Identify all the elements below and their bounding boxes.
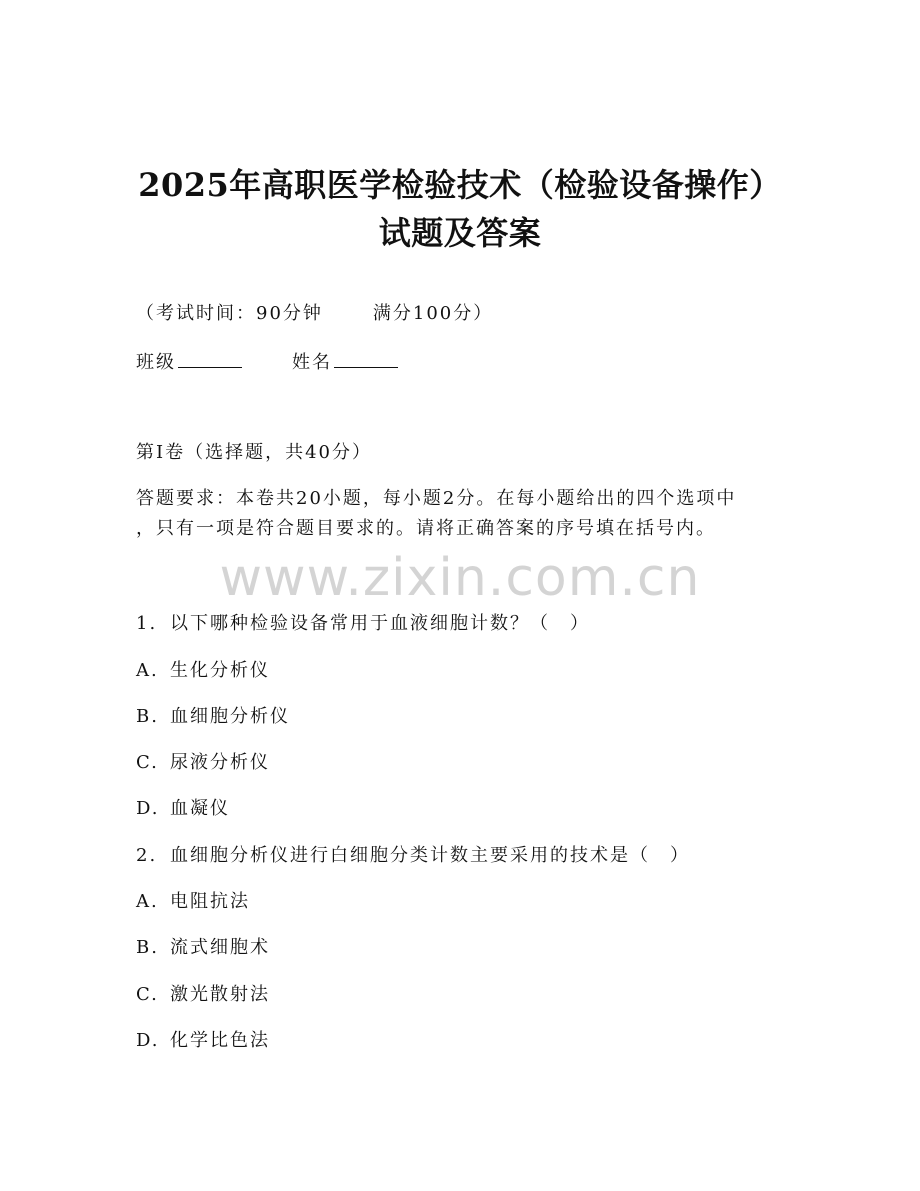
class-label: 班级 (136, 352, 176, 373)
option-letter: C. (136, 984, 159, 1005)
option-letter: B. (136, 937, 159, 958)
question-1-option-c (136, 751, 270, 775)
instructions-line-2: ，只有一项是符合题目要求的。请将正确答案的序号填在括号内。 (136, 518, 716, 539)
option-letter: D. (136, 1030, 160, 1051)
question-1-option-a (136, 659, 270, 683)
option-letter: B. (136, 706, 159, 727)
name-blank (334, 349, 398, 368)
question-1-option-d (136, 797, 230, 821)
option-text: 流式细胞术 (170, 937, 270, 958)
student-info (136, 349, 398, 375)
name-label: 姓名 (292, 352, 332, 373)
option-letter: D. (136, 798, 160, 819)
exam-time: （考试时间：90分钟 (136, 303, 323, 324)
question-text: 以下哪种检验设备常用于血液细胞计数？（ ） (170, 613, 590, 634)
question-1-option-b (136, 705, 290, 729)
option-text: 激光散射法 (170, 984, 270, 1005)
watermark: www.zixin.com.cn (219, 548, 701, 608)
option-text: 化学比色法 (170, 1030, 270, 1051)
option-letter: A. (136, 660, 159, 681)
option-text: 电阻抗法 (170, 891, 250, 912)
question-2-option-d (136, 1029, 270, 1053)
question-2-option-c (136, 983, 270, 1007)
document-title-line-1: 2025年高职医学检验技术（检验设备操作） (138, 166, 782, 204)
question-2-option-b (136, 936, 270, 960)
option-text: 生化分析仪 (170, 660, 270, 681)
exam-info (136, 302, 493, 326)
question-2-option-a (136, 890, 250, 914)
question-1 (136, 612, 590, 636)
option-text: 尿液分析仪 (170, 752, 270, 773)
question-text: 血细胞分析仪进行白细胞分类计数主要采用的技术是（ ） (170, 845, 690, 866)
question-number: 2. (136, 845, 158, 866)
class-blank (178, 349, 242, 368)
document-title-line-2: 试题及答案 (378, 214, 542, 252)
section-title: 第I卷（选择题，共40分） (136, 442, 373, 463)
option-letter: A. (136, 891, 159, 912)
option-text: 血凝仪 (170, 798, 230, 819)
question-number: 1. (136, 613, 158, 634)
option-letter: C. (136, 752, 159, 773)
instructions-line-1: 答题要求：本卷共20小题，每小题2分。在每小题给出的四个选项中 (136, 488, 737, 509)
question-2 (136, 844, 690, 868)
full-score: 满分100分） (372, 303, 494, 324)
option-text: 血细胞分析仪 (170, 706, 290, 727)
